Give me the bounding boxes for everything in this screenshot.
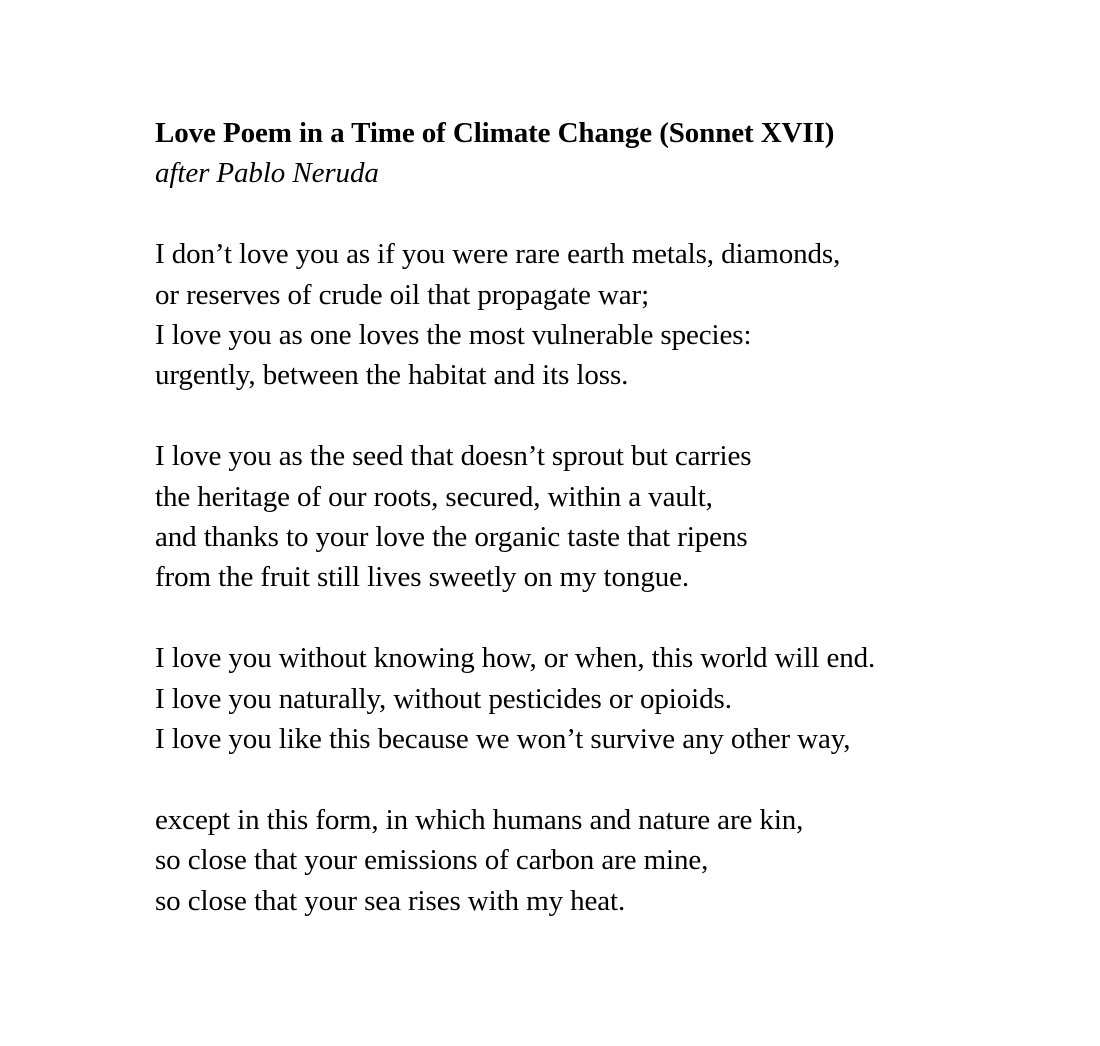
poem-line: I love you as one loves the most vulnerable species: xyxy=(155,319,752,352)
stanza-spacer xyxy=(155,598,1055,638)
poem-line: I love you naturally, without pesticides or opioids. xyxy=(155,682,732,715)
poem-line: the heritage of our roots, secured, within a vault, xyxy=(155,480,713,513)
poem xyxy=(155,113,1055,921)
stanza-3 xyxy=(155,638,1055,759)
stanza-2 xyxy=(155,436,1055,598)
stanza-spacer xyxy=(155,759,1055,799)
poem-line: I love you like this because we won’t survive any other way, xyxy=(155,723,851,756)
poem-subtitle: after Pablo Neruda xyxy=(155,157,379,190)
poem-line: so close that your emissions of carbon are mine, xyxy=(155,844,709,877)
poem-line: and thanks to your love the organic taste that ripens xyxy=(155,521,748,554)
poem-title: Love Poem in a Time of Climate Change (Sonnet XVII) xyxy=(155,117,835,149)
stanza-1 xyxy=(155,234,1055,396)
poem-line: or reserves of crude oil that propagate war; xyxy=(155,278,650,311)
poem-line: I don’t love you as if you were rare earth metals, diamonds, xyxy=(155,238,841,271)
stanza-4 xyxy=(155,800,1055,921)
stanza-spacer xyxy=(155,194,1055,234)
poem-line: so close that your sea rises with my heat. xyxy=(155,884,626,917)
poem-line: except in this form, in which humans and nature are kin, xyxy=(155,803,804,836)
poem-line: from the fruit still lives sweetly on my tongue. xyxy=(155,561,690,594)
poem-line: urgently, between the habitat and its loss. xyxy=(155,359,629,392)
poem-line: I love you as the seed that doesn’t sprout but carries xyxy=(155,440,752,473)
stanza-spacer xyxy=(155,396,1055,436)
poem-line: I love you without knowing how, or when, this world will end. xyxy=(155,642,876,675)
